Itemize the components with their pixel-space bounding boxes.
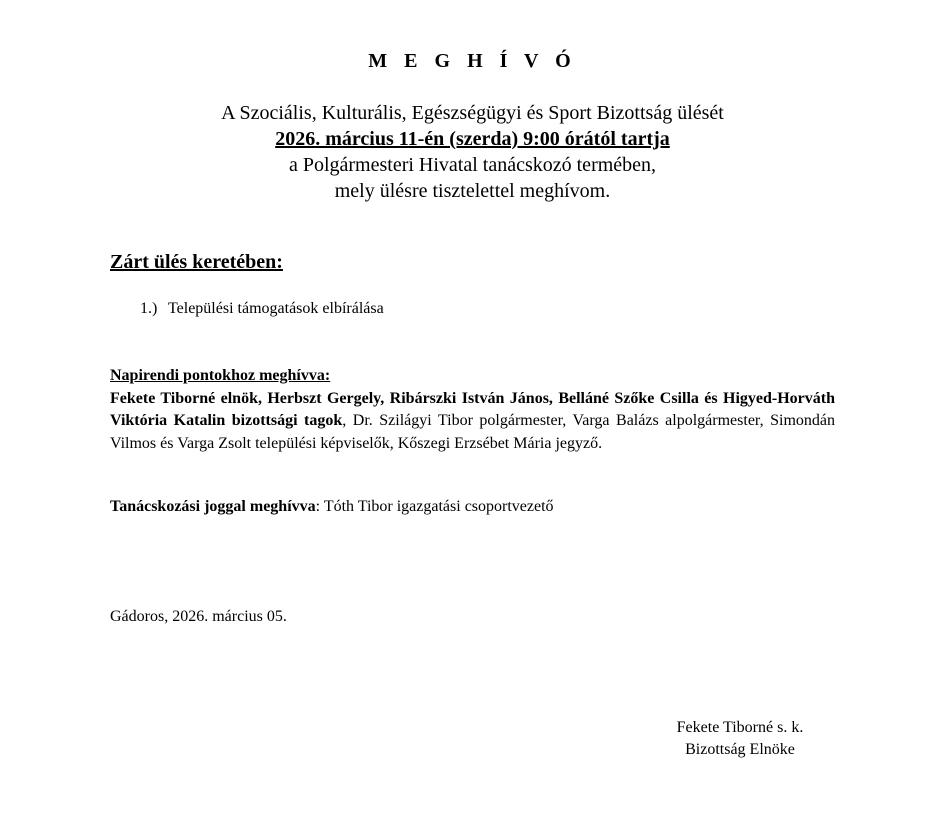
agenda-item-text: Települési támogatások elbírálása <box>168 300 384 317</box>
advisory-label: Tanácskozási joggal meghívva <box>110 498 316 515</box>
place-and-date: Gádoros, 2026. március 05. <box>110 608 287 625</box>
agenda-list <box>140 299 384 319</box>
intro-line-invitation: mely ülésre tisztelettel meghívom. <box>334 180 611 202</box>
intro-line-committee: A Szociális, Kulturális, Egészségügyi és Sport Bizottság ülését <box>221 102 724 124</box>
agenda-item-number: 1.) <box>140 300 158 317</box>
invited-committee-members: Fekete Tiborné elnök, Herbszt Gergely, Ribárszki István János, Belláné Szőke Csilla és Higyed-Horváth Viktória Katalin bizottsági tagok <box>110 389 835 429</box>
invited-block <box>110 365 835 455</box>
signature-name: Fekete Tiborné s. k. <box>676 719 804 736</box>
meeting-date: 2026. március 11-én (szerda) 9:00 órától tartja <box>275 128 670 150</box>
signature-role: Bizottság Elnöke <box>685 741 795 758</box>
intro-line-location: a Polgármesteri Hivatal tanácskozó termében, <box>288 154 657 176</box>
document-title: M E G H Í V Ó <box>368 50 577 72</box>
invited-heading: Napirendi pontokhoz meghívva: <box>110 367 331 384</box>
advisory-text: : Tóth Tibor igazgatási csoportvezető <box>315 498 554 515</box>
invited-others: , Dr. Szilágyi Tibor polgármester, Varga Balázs alpolgármester, Simondán Vilmos és Varga Zsolt települési képviselők, Kőszegi Erzsébet Mária jegyző. <box>110 412 836 452</box>
advisory-block <box>110 496 554 518</box>
closed-session-heading: Zárt ülés keretében: <box>110 251 283 273</box>
intro-block <box>0 100 938 204</box>
signature-block <box>645 717 835 761</box>
agenda-item <box>140 299 384 319</box>
